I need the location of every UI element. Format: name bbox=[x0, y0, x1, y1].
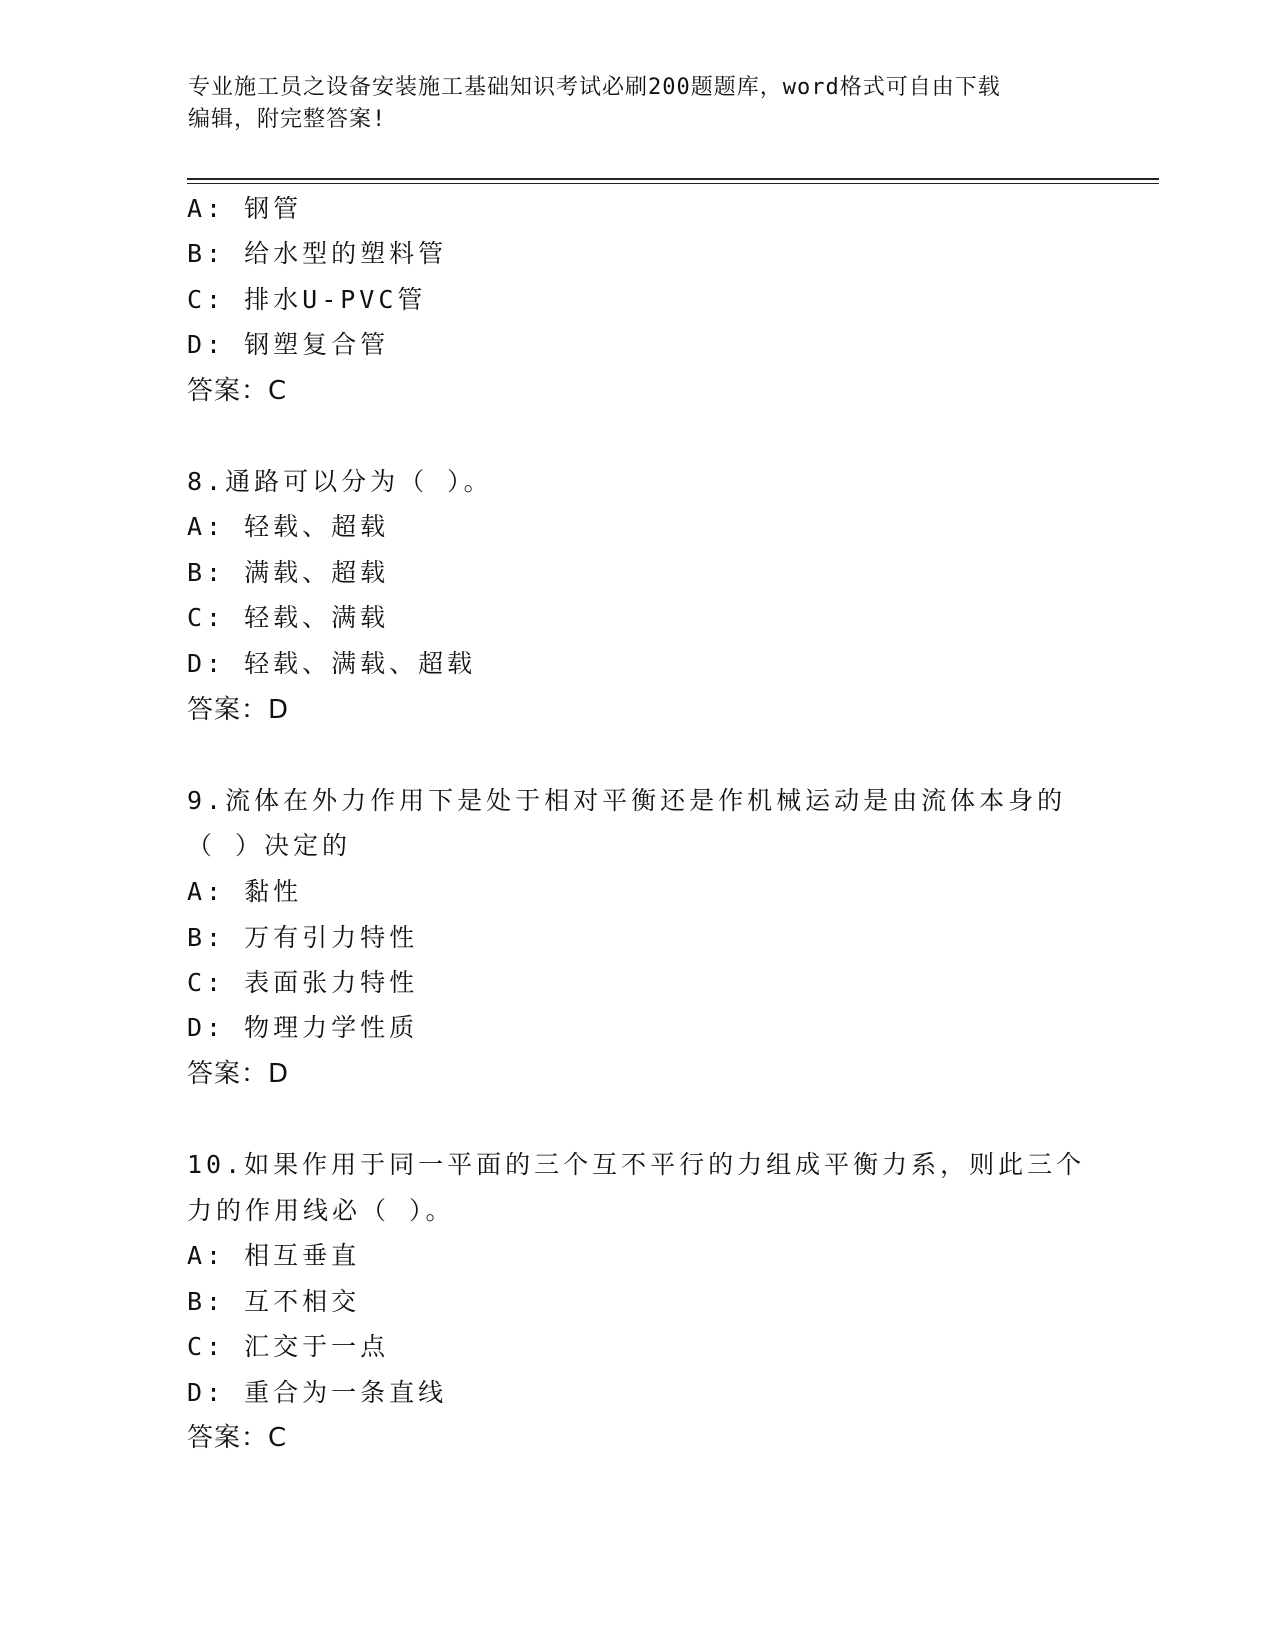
q10-answer: 答案：C bbox=[187, 1423, 288, 1453]
q8-option-d: D: 轻载、满载、超载 bbox=[187, 649, 477, 678]
header-divider-thin bbox=[187, 183, 1159, 184]
q10-option-b: B: 互不相交 bbox=[187, 1287, 361, 1316]
q9-option-b: B: 万有引力特性 bbox=[187, 923, 419, 952]
q10-question-line-1: 10.如果作用于同一平面的三个互不平行的力组成平衡力系，则此三个 bbox=[187, 1150, 1086, 1179]
q8-question: 8.通路可以分为（ ）。 bbox=[187, 467, 493, 496]
q9-answer: 答案：D bbox=[187, 1059, 290, 1089]
q8-option-a: A: 轻载、超载 bbox=[187, 512, 390, 541]
q7-answer: 答案：C bbox=[187, 376, 288, 406]
header-line-1: 专业施工员之设备安装施工基础知识考试必刷200题题库，word格式可自由下载 bbox=[188, 75, 1001, 100]
q8-option-c: C: 轻载、满载 bbox=[187, 603, 390, 632]
q9-question-line-2: （ ）决定的 bbox=[187, 831, 352, 860]
q9-option-c: C: 表面张力特性 bbox=[187, 968, 419, 997]
q7-option-b: B: 给水型的塑料管 bbox=[187, 239, 448, 268]
q8-answer: 答案：D bbox=[187, 695, 290, 725]
q7-option-a: A: 钢管 bbox=[187, 194, 303, 223]
q7-option-c: C: 排水U-PVC管 bbox=[187, 285, 427, 314]
q9-option-d: D: 物理力学性质 bbox=[187, 1013, 419, 1042]
q10-option-a: A: 相互垂直 bbox=[187, 1241, 361, 1270]
q10-option-c: C: 汇交于一点 bbox=[187, 1332, 390, 1361]
document-header bbox=[188, 72, 1088, 136]
header-divider-thick bbox=[187, 178, 1159, 180]
q9-question-line-1: 9.流体在外力作用下是处于相对平衡还是作机械运动是由流体本身的 bbox=[187, 786, 1067, 815]
header-line-2: 编辑，附完整答案! bbox=[188, 107, 387, 132]
q10-question-line-2: 力的作用线必（ ）。 bbox=[187, 1196, 455, 1225]
q9-option-a: A: 黏性 bbox=[187, 877, 303, 906]
q7-option-d: D: 钢塑复合管 bbox=[187, 330, 390, 359]
q10-option-d: D: 重合为一条直线 bbox=[187, 1378, 448, 1407]
q8-option-b: B: 满载、超载 bbox=[187, 558, 390, 587]
